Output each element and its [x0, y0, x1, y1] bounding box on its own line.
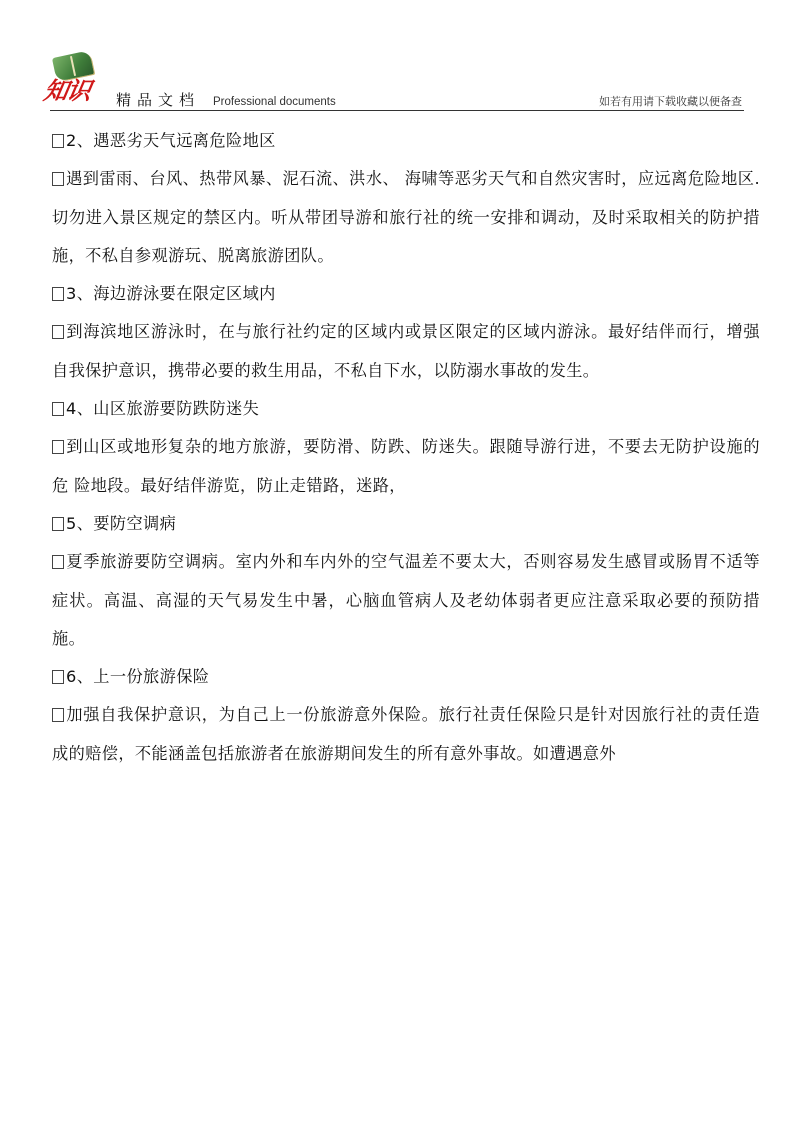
section-heading	[52, 122, 760, 160]
paragraph-text: 到山区或地形复杂的地方旅游，要防滑、防跌、防迷失。跟随导游行进，不要去无防护设施的危 险地段。最好结伴游览，防止走错路，迷路，	[52, 437, 760, 495]
checkbox-glyph	[52, 325, 64, 339]
page-header	[0, 0, 794, 115]
section-heading	[52, 658, 760, 696]
checkbox-glyph	[52, 134, 64, 148]
checkbox-glyph	[52, 287, 64, 301]
checkbox-glyph	[52, 402, 64, 416]
brand-title: 精品文档	[116, 91, 201, 109]
paragraph-text: 加强自我保护意识，为自己上一份旅游意外保险。旅行社责任保险只是针对因旅行社的责任造成的赔偿，不能涵盖包括旅游者在旅游期间发生的所有意外事故。如遭遇意外	[52, 705, 760, 763]
header-tagline: 如若有用请下载收藏以便备查	[599, 95, 742, 108]
paragraph	[52, 543, 760, 658]
checkbox-glyph	[52, 555, 64, 569]
checkbox-glyph	[52, 517, 64, 531]
paragraph-text: 2、遇恶劣天气远离危险地区	[66, 131, 276, 150]
checkbox-glyph	[52, 708, 64, 722]
paragraph-text: 5、要防空调病	[66, 513, 177, 533]
paragraph-text: 3、海边游泳要在限定区域内	[66, 284, 276, 304]
checkbox-glyph	[52, 440, 64, 454]
logo-text: 知识	[41, 76, 93, 105]
document-body	[52, 122, 760, 773]
paragraph-text: 到海滨地区游泳时，在与旅行社约定的区域内或景区限定的区域内游泳。最好结伴而行，增强自我保护意识，携带必要的救生用品，不私自下水，以防溺水事故的发生。	[52, 322, 760, 380]
paragraph-text: 4、山区旅游要防跌防迷失	[66, 399, 260, 419]
paragraph-text: 6、上一份旅游保险	[66, 667, 210, 687]
header-divider	[50, 110, 744, 111]
section-heading	[52, 505, 760, 543]
section-heading	[52, 275, 760, 313]
paragraph	[52, 313, 760, 390]
section-heading	[52, 390, 760, 428]
paragraph	[52, 160, 760, 275]
paragraph	[52, 696, 760, 773]
paragraph-text: 遇到雷雨、台风、热带风暴、泥石流、洪水、 海啸等恶劣天气和自然灾害时，应远离危险地区.切勿进入景区规定的禁区内。听从带团导游和旅行社的统一安排和调动，及时采取相关的防护措施，不私自参观游玩、脱离旅游团队。	[52, 169, 760, 265]
logo	[41, 52, 110, 110]
checkbox-glyph	[52, 172, 64, 186]
paragraph-text: 夏季旅游要防空调病。室内外和车内外的空气温差不要太大，否则容易发生感冒或肠胃不适等症状。高温、高湿的天气易发生中暑，心脑血管病人及老幼体弱者更应注意采取必要的预防措施。	[52, 552, 760, 648]
checkbox-glyph	[52, 670, 64, 684]
paragraph	[52, 428, 760, 505]
brand-subtitle: Professional documents	[213, 96, 336, 108]
